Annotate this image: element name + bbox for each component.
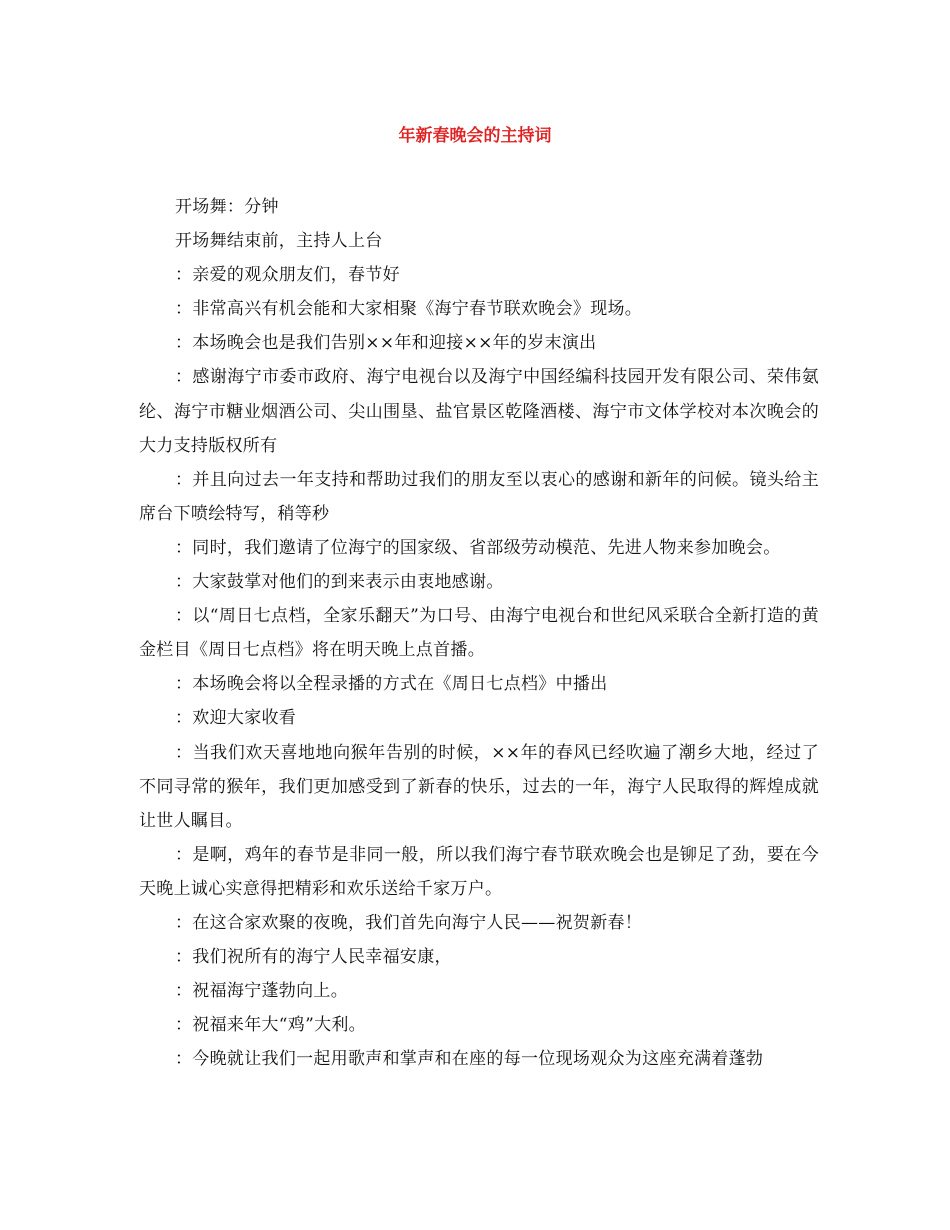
paragraph: ：同时，我们邀请了位海宁的国家级、省部级劳动模范、先进人物来参加晚会。 (175, 537, 781, 558)
document-body (139, 190, 819, 1076)
paragraph: ：以“周日七点档，全家乐翻天”为口号、由海宁电视台和世纪风采联合全新打造的黄金栏目《周日七点档》将在明天晚上点首播。 (139, 606, 819, 661)
paragraph: ：大家鼓掌对他们的到来表示由衷地感谢。 (175, 572, 504, 593)
paragraph: ：今晚就让我们一起用歌声和掌声和在座的每一位现场观众为这座充满着蓬勃 (175, 1049, 764, 1070)
paragraph: ：本场晚会也是我们告别××年和迎接××年的岁末演出 (175, 333, 597, 354)
paragraph: ：感谢海宁市委市政府、海宁电视台以及海宁中国经编科技园开发有限公司、荣伟氨纶、海宁市糖业烟酒公司、尖山围垦、盐官景区乾隆酒楼、海宁市文体学校对本次晚会的大力支持版权所有 (139, 367, 819, 456)
paragraph: ：非常高兴有机会能和大家相聚《海宁春节联欢晚会》现场。 (175, 299, 643, 320)
paragraph: ：亲爱的观众朋友们，春节好 (175, 265, 400, 286)
paragraph: ：祝福海宁蓬勃向上。 (175, 981, 348, 1002)
paragraph: ：欢迎大家收看 (175, 708, 297, 729)
paragraph: 开场舞：分钟 (175, 197, 279, 217)
paragraph: ：祝福来年大“鸡”大利。 (175, 1015, 366, 1036)
paragraph: ：在这合家欢聚的夜晚，我们首先向海宁人民——祝贺新春！ (175, 912, 643, 933)
paragraph: ：本场晚会将以全程录播的方式在《周日七点档》中播出 (175, 674, 608, 695)
paragraph: 开场舞结束前，主持人上台 (175, 231, 383, 252)
paragraph: ：并且向过去一年支持和帮助过我们的朋友至以衷心的感谢和新年的问候。镜头给主席台下喷绘特写，稍等秒 (139, 469, 819, 524)
paragraph: ：我们祝所有的海宁人民幸福安康， (175, 947, 452, 968)
paragraph: ：是啊，鸡年的春节是非同一般，所以我们海宁春节联欢晚会也是铆足了劲，要在今天晚上诚心实意得把精彩和欢乐送给千家万户。 (139, 844, 819, 899)
document-title: 年新春晚会的主持词 (398, 126, 552, 146)
paragraph: ：当我们欢天喜地地向猴年告别的时候，××年的春风已经吹遍了潮乡大地，经过了不同寻常的猴年，我们更加感受到了新春的快乐，过去的一年，海宁人民取得的辉煌成就让世人瞩目。 (139, 742, 819, 831)
